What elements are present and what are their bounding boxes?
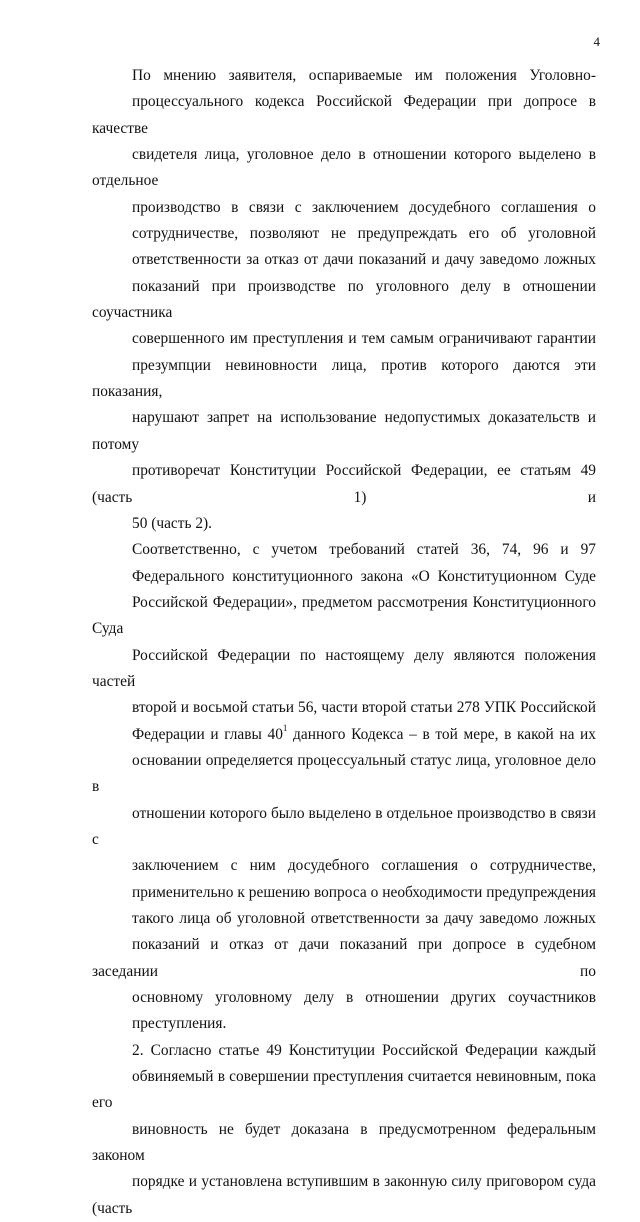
document-body (92, 63, 596, 1222)
text-line: Соответственно, с учетом требований статей 36, 74, 96 и 97 (132, 541, 596, 559)
text-line: нарушают запрет на использование недопустимых доказательств и потому (92, 409, 596, 453)
text-line: обвиняемый в совершении преступления считается невиновным, пока его (92, 1068, 596, 1112)
page-number: 4 (593, 34, 600, 49)
text-line: 2. Согласно статье 49 Конституции Российской Федерации каждый (132, 1041, 596, 1059)
paragraph-article-49 (92, 1038, 596, 1222)
text-line: процессуального кодекса Российской Федерации при допросе в качестве (92, 93, 596, 137)
text-line: По мнению заявителя, оспариваемые им положения Уголовно- (132, 67, 596, 84)
text-line: основании определяется процессуальный статус лица, уголовное дело в (92, 751, 596, 796)
text-line: виновность не будет доказана в предусмотренном федеральным законом (92, 1120, 596, 1165)
text-line: Российской Федерации по настоящему делу являются положения частей (92, 646, 596, 690)
text-line: отношении которого было выделено в отдельное производство в связи с (92, 804, 596, 848)
chapter-superscript: 1 (282, 722, 288, 733)
text-line: показаний и отказ от дачи показаний при допросе в судебном заседании по (92, 936, 596, 980)
text-line: презумпции невиновности лица, против которого даются эти показания, (92, 356, 596, 401)
text-line: Российской Федерации», предметом рассмотрения Конституционного Суда (92, 593, 596, 638)
text-line: второй и восьмой статьи 56, части второй статьи 278 УПК Российской (132, 699, 596, 717)
paragraph-applicant-opinion (92, 63, 596, 537)
text-line: показаний при производстве по уголовного делу в отношении соучастника (92, 277, 596, 322)
text-line (92, 722, 596, 748)
text-line: 50 (часть 2). (132, 514, 213, 532)
text-line: производство в связи с заключением досудебного соглашения о (132, 198, 596, 216)
text-line: применительно к решению вопроса о необходимости предупреждения (132, 883, 596, 901)
text-line: преступления. (132, 1015, 227, 1033)
text-line: свидетеля лица, уголовное дело в отношении которого выделено в отдельное (92, 146, 596, 190)
paragraph-subject-of-review (92, 537, 596, 1038)
text-after-superscript: данного Кодекса – в той мере, в какой на их (287, 725, 596, 743)
text-line: заключением с ним досудебного соглашения о сотрудничестве, (132, 857, 596, 875)
text-line: основному уголовному делу в отношении других соучастников (132, 989, 596, 1007)
text-line: Федерального конституционного закона «О Конституционном Суде (132, 567, 596, 585)
text-line: такого лица об уголовной ответственности за дачу заведомо ложных (132, 910, 596, 927)
text-line: противоречат Конституции Российской Федерации, ее статьям 49 (часть 1) и (92, 462, 596, 506)
text-line: сотрудничестве, позволяют не предупреждать его об уголовной (132, 225, 596, 243)
text-line: порядке и установлена вступившим в законную силу приговором суда (часть (92, 1173, 596, 1217)
text-before-superscript: Федерации и главы 40 (132, 725, 283, 743)
text-line: ответственности за отказ от дачи показаний и дачу заведомо ложных (132, 251, 596, 269)
text-line: совершенного им преступления и тем самым ограничивают гарантии (132, 330, 596, 348)
